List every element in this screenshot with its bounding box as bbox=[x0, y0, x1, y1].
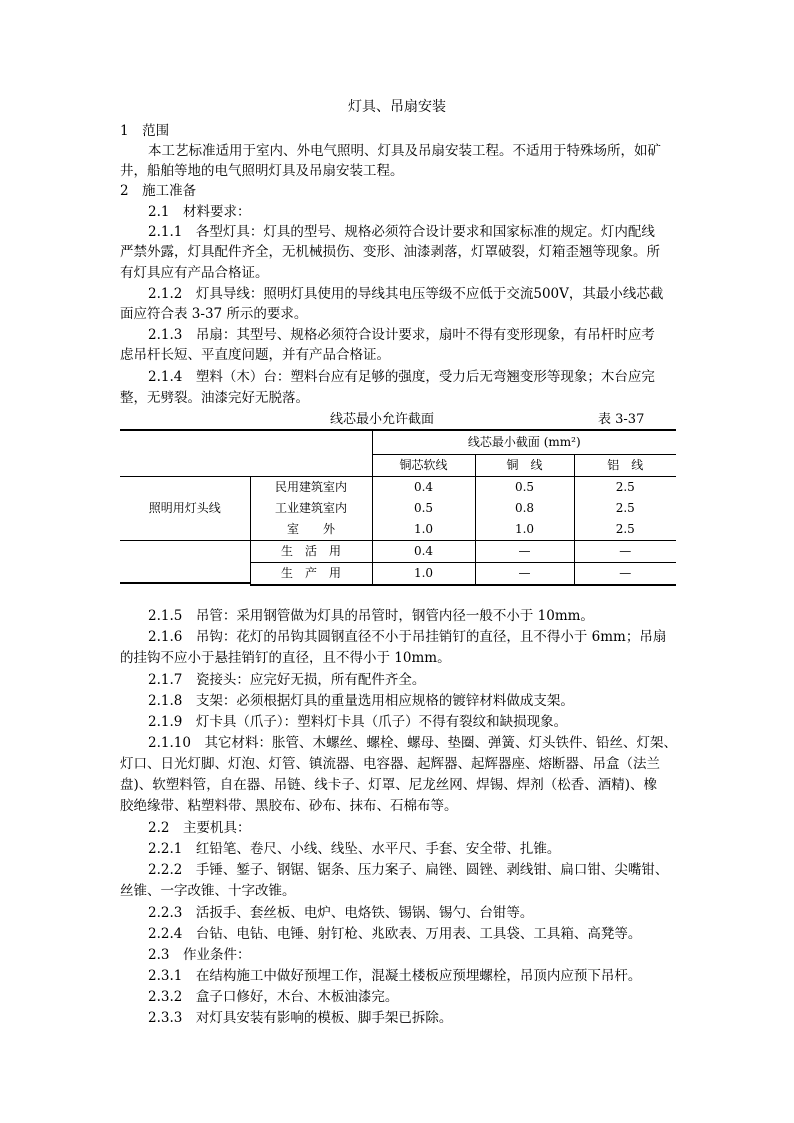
table-row-label: 生 产 用 bbox=[250, 563, 372, 586]
text-line: 2.1.5 吊管：采用钢管做为灯具的吊管时，钢管内径一般不小于 10mm。 bbox=[148, 608, 594, 624]
table-group-label: 照明用灯头线 bbox=[120, 477, 250, 541]
table-cell: 0.5 bbox=[475, 477, 574, 499]
table-cell: 0.5 bbox=[372, 498, 475, 519]
table-empty-group bbox=[120, 541, 250, 586]
table-cell: 1.0 bbox=[372, 563, 475, 586]
table-cell: — bbox=[475, 541, 574, 563]
text-line: 有灯具应有产品合格证。 bbox=[120, 265, 269, 281]
table-cell: — bbox=[574, 541, 676, 563]
wire-section-table bbox=[120, 429, 676, 586]
text-line: 2.2.4 台钻、电钻、电锤、射钉枪、兆欧表、万用表、工具袋、工具箱、高凳等。 bbox=[148, 926, 642, 942]
table-col-header: 铝 线 bbox=[574, 455, 676, 477]
table-cell: 2.5 bbox=[574, 477, 676, 499]
table-cell: 1.0 bbox=[475, 519, 574, 541]
table-cell: — bbox=[475, 563, 574, 586]
text-line: 灯口、日光灯脚、灯泡、灯管、镇流器、电容器、起辉器、起辉器座、熔断器、吊盒（法兰 bbox=[120, 756, 660, 772]
text-line: 2.1.8 支架：必须根据灯具的重量选用相应规格的镀锌材料做成支架。 bbox=[148, 693, 574, 709]
table-row-label: 民用建筑室内 bbox=[250, 477, 372, 499]
table-row-label: 生 活 用 bbox=[250, 541, 372, 563]
table-row-label: 室 外 bbox=[250, 519, 372, 541]
text-line: 2.2.2 手锤、錾子、钢锯、锯条、压力案子、扁锉、圆锉、剥线钳、扁口钳、尖嘴钳、 bbox=[148, 862, 669, 878]
text-line: 2.1.4 塑料（木）台：塑料台应有足够的强度，受力后无弯翘变形等现象；木台应完 bbox=[148, 369, 655, 385]
text-line: 2.3.3 对灯具安装有影响的模板、脚手架已拆除。 bbox=[148, 1010, 453, 1026]
text-line: 胶绝缘带、粘塑料带、黑胶布、砂布、抹布、石棉布等。 bbox=[120, 798, 458, 814]
text-line: 2.2.1 红铅笔、卷尺、小线、线坠、水平尺、手套、安全带、扎锥。 bbox=[148, 841, 561, 857]
table-cell: 2.5 bbox=[574, 498, 676, 519]
text-line: 虑吊杆长短、平直度问题，并有产品合格证。 bbox=[120, 347, 390, 363]
text-line: 盘)、软塑料管，自在器、吊链、线卡子、灯罩、尼龙丝网、焊锡、焊剂（松香、酒精)、橡 bbox=[120, 777, 658, 793]
text-line: 面应符合表 3-37 所示的要求。 bbox=[120, 306, 308, 322]
table-bottom-rule bbox=[120, 582, 250, 584]
table-col-header: 铜 线 bbox=[475, 455, 574, 477]
text-line: 2.1 材料要求： bbox=[148, 204, 251, 220]
text-line: 2.3.1 在结构施工中做好预埋工作，混凝土楼板应预埋螺栓，吊顶内应预下吊杆。 bbox=[148, 968, 642, 984]
text-line: 2.1.6 吊钩：花灯的吊钩其圆钢直径不小于吊挂销钉的直径，且不得小于 6mm；吊扇 bbox=[148, 629, 667, 645]
text-line: 2.1.7 瓷接头：应完好无损，所有配件齐全。 bbox=[148, 672, 426, 688]
text-line: 2 施工准备 bbox=[120, 183, 197, 199]
text-line: 2.1.9 灯卡具（爪子）：塑料灯卡具（爪子）不得有裂纹和缺损现象。 bbox=[148, 714, 568, 730]
table-cell: 2.5 bbox=[574, 519, 676, 541]
table-cell: 0.4 bbox=[372, 541, 475, 563]
text-line: 2.1.1 各型灯具：灯具的型号、规格必须符合设计要求和国家标准的规定。灯内配线 bbox=[148, 224, 655, 240]
table-cell: 0.4 bbox=[372, 477, 475, 499]
table-caption: 线芯最小允许截面 bbox=[330, 412, 435, 427]
table-corner-cell bbox=[120, 430, 372, 477]
text-line: 的挂钩不应小于悬挂销钉的直径，且不得小于 10mm。 bbox=[120, 650, 451, 666]
table-cell: 1.0 bbox=[372, 519, 475, 541]
table-col-header: 铜芯软线 bbox=[372, 455, 475, 477]
document-title: 灯具、吊扇安装 bbox=[348, 99, 446, 115]
text-line: 丝锥、一字改锥、十字改锥。 bbox=[120, 883, 296, 899]
text-line: 2.1.2 灯具导线：照明灯具使用的导线其电压等级不应低于交流500V，其最小线芯截 bbox=[148, 286, 664, 302]
text-line: 2.2 主要机具： bbox=[148, 820, 251, 836]
table-number: 表 3-37 bbox=[598, 412, 645, 427]
table-cell: — bbox=[574, 563, 676, 586]
text-line: 井，船舶等地的电气照明灯具及吊扇安装工程。 bbox=[120, 163, 404, 179]
text-line: 2.1.3 吊扇：其型号、规格必须符合设计要求，扇叶不得有变形现象，有吊杆时应考 bbox=[148, 327, 655, 343]
table-header-group: 线芯最小截面 (mm²) bbox=[372, 430, 676, 455]
table-row-label: 工业建筑室内 bbox=[250, 498, 372, 519]
text-line: 2.1.10 其它材料：胀管、木螺丝、螺栓、螺母、垫圈、弹簧、灯头铁件、铅丝、灯架、 bbox=[148, 735, 677, 751]
table-cell: 0.8 bbox=[475, 498, 574, 519]
text-line: 本工艺标准适用于室内、外电气照明、灯具及吊扇安装工程。不适用于特殊场所，如矿 bbox=[148, 143, 661, 159]
text-line: 严禁外露，灯具配件齐全，无机械损伤、变形、油漆剥落，灯罩破裂，灯箱歪翘等现象。所 bbox=[120, 244, 660, 260]
text-line: 2.3 作业条件： bbox=[148, 947, 251, 963]
text-line: 2.2.3 活扳手、套丝板、电炉、电烙铁、锡锅、锡勺、台钳等。 bbox=[148, 905, 534, 921]
text-line: 2.3.2 盒子口修好，木台、木板油漆完。 bbox=[148, 989, 399, 1005]
text-line: 整，无劈裂。油漆完好无脱落。 bbox=[120, 390, 309, 406]
text-line: 1 范围 bbox=[120, 123, 170, 139]
